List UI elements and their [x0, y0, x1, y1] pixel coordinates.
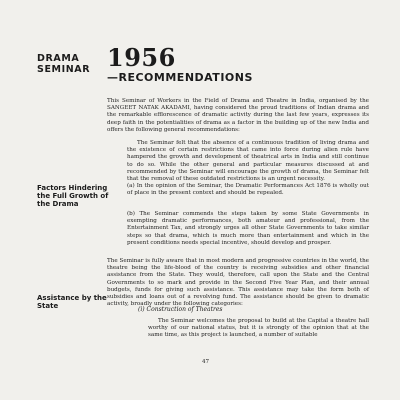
section-label	[37, 53, 90, 75]
heading-subtitle: —RECOMMENDATIONS	[107, 71, 253, 84]
heading-year: 1956	[107, 43, 176, 72]
subitem-heading: (i) Construction of Theatres	[138, 306, 223, 313]
item-b-text: The Seminar commends the steps taken by some State Governments in exempting dramatic performances, both amateur and professional, from the Entertainment Tax, and strongly urges all other State Governments to take similar steps so that drama, which is much more than entertainment and which in the present conditions needs special incentive, should develop and prosper.	[127, 211, 369, 246]
item-b	[127, 211, 369, 247]
paragraph-restrictions: The Seminar felt that the absence of a continuous tradition of living drama and the existence of certain restrictions that came into force during alien rule have hampered the growth and development of theatrical arts in India and still continue to do so. While the other general and particular measures discussed at and recommended by the Seminar will encourage the growth of drama, the Seminar felt that the removal of these outdated restrictions is an urgent necessity.	[127, 140, 369, 183]
intro-paragraph: This Seminar of Workers in the Field of Drama and Theatre in India, organised by the SANGEET NATAK AKADAMI, having considered the proud traditions of Indian drama and the remarkable efflorescence of dramatic activity during the last few years, expresses its deep faith in the potentialities of drama as a factor in the building up of the new India and offers the following general recommendations:	[107, 98, 369, 133]
section-label-line1: DRAMA	[37, 53, 80, 64]
paragraph-assistance: The Seminar is fully aware that in most modern and progressive countries in the world, the theatre being the life-blood of the country is receiving subsidies and other financial assistance from the State. They would, therefore, call upon the State and the Central Governments to so mark and provide in the Second Five Year Plan, and their annual budgets, funds for giving such assistance. This assistance may take the form both of subsidies and loans out of a revolving fund. The assistance should be given to dramatic activity, broadly under the following categories:	[107, 258, 369, 308]
item-a	[127, 183, 369, 197]
section-label-line2: SEMINAR	[37, 64, 91, 75]
sidehead-assistance: Assistance by the State	[37, 294, 107, 311]
sidehead-factors: Factors Hindering the Full Growth of the Drama	[37, 184, 109, 209]
paragraph-theatres: The Seminar welcomes the proposal to build at the Capital a theatre hall worthy of our national status, but it is strongly of the opinion that at the same time, as this project is launched, a number of suitable	[148, 318, 369, 339]
item-a-label: (a)	[127, 183, 135, 189]
page-number: 47	[202, 359, 210, 365]
item-a-text: In the opinion of the Seminar, the Dramatic Performances Act 1876 is wholly out of place in the present context and should be repealed.	[127, 183, 369, 197]
item-b-label: (b)	[127, 211, 135, 217]
